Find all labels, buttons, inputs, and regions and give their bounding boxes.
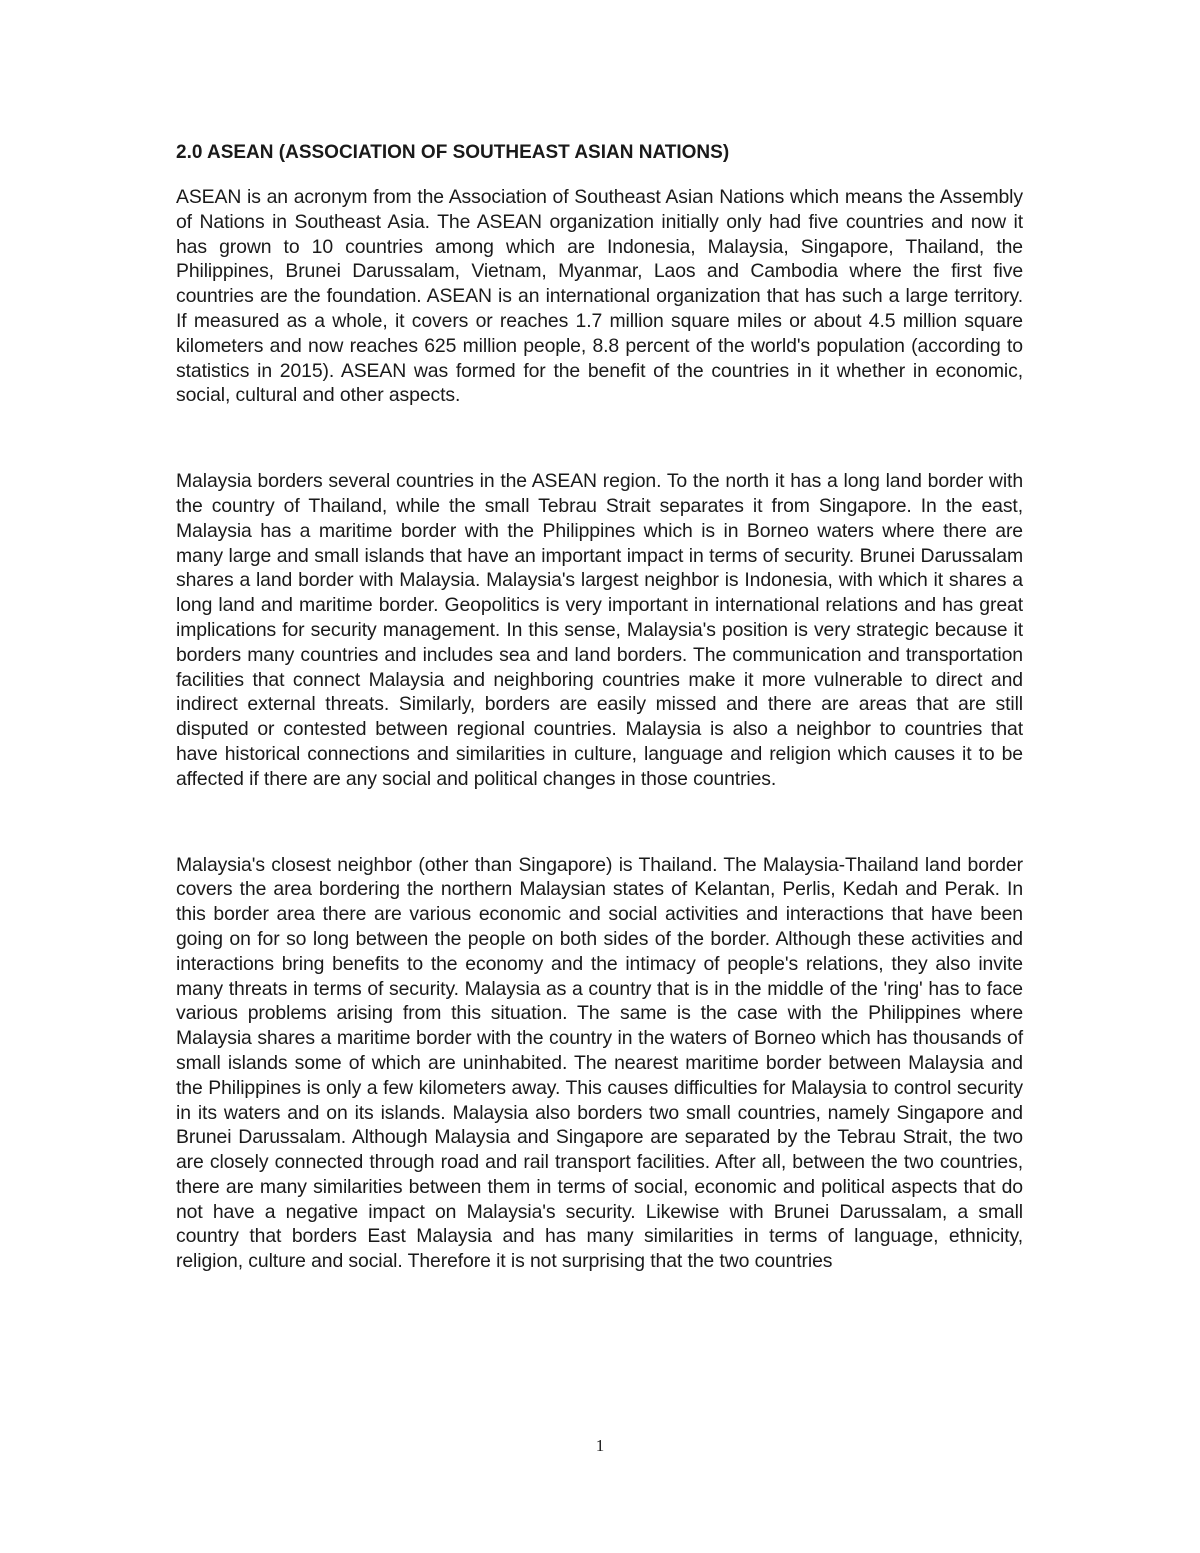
- paragraph-spacer: [176, 792, 1023, 853]
- paragraph-asean-overview: ASEAN is an acronym from the Association of Southeast Asian Nations which means the Assembly of Nations in Southeast Asia. The ASEAN organization initially only had five countries and now it has grown to 10 countries among which are Indonesia, Malaysia, Singapore, Thailand, the Philippines, Brunei Darussalam, Vietnam, Myanmar, Laos and Cambodia where the first five countries are the foundation. ASEAN is an international organization that has such a large territory. If measured as a whole, it covers or reaches 1.7 million square miles or about 4.5 million square kilometers and now reaches 625 million people, 8.8 percent of the world's population (according to statistics in 2015). ASEAN was formed for the benefit of the countries in it whether in economic, social, cultural and other aspects.: [176, 186, 1023, 407]
- paragraph-spacer: [176, 408, 1023, 469]
- paragraph-malaysia-neighbors: Malaysia's closest neighbor (other than Singapore) is Thailand. The Malaysia-Thailand land border covers the area bordering the northern Malaysian states of Kelantan, Perlis, Kedah and Perak. In this border area there are various economic and social activities and interactions that have been going on for so long between the people on both sides of the border. Although these activities and interactions bring benefits to the economy and the intimacy of people's relations, they also invite many threats in terms of security. Malaysia as a country that is in the middle of the 'ring' has to face various problems arising from this situation. The same is the case with the Philippines where Malaysia shares a maritime border with the country in the waters of Borneo which has thousands of small islands some of which are uninhabited. The nearest maritime border between Malaysia and the Philippines is only a few kilometers away. This causes difficulties for Malaysia to control security in its waters and on its islands. Malaysia also borders two small countries, namely Singapore and Brunei Darussalam. Although Malaysia and Singapore are separated by the Tebrau Strait, the two are closely connected through road and rail transport facilities. After all, between the two countries, there are many similarities between them in terms of social, economic and political aspects that do not have a negative impact on Malaysia's security. Likewise with Brunei Darussalam, a small country that borders East Malaysia and has many similarities in terms of language, ethnicity, religion, culture and social. Therefore it is not surprising that the two countries: [176, 853, 1023, 1273]
- paragraph-malaysia-borders: Malaysia borders several countries in the ASEAN region. To the north it has a long land border with the country of Thailand, while the small Tebrau Strait separates it from Singapore. In the east, Malaysia has a maritime border with the Philippines which is in Borneo waters where there are many large and small islands that have an important impact in terms of security. Brunei Darussalam shares a land border with Malaysia. Malaysia's largest neighbor is Indonesia, with which it shares a long land and maritime border. Geopolitics is very important in international relations and has great implications for security management. In this sense, Malaysia's position is very strategic because it borders many countries and includes sea and land borders. The communication and transportation facilities that connect Malaysia and neighboring countries make it more vulnerable to direct and indirect external threats. Similarly, borders are easily missed and there are areas that are still disputed or contested between regional countries. Malaysia is also a neighbor to countries that have historical connections and similarities in culture, language and religion which causes it to be affected if there are any social and political changes in those countries.: [176, 470, 1023, 790]
- page-number: 1: [595, 1436, 605, 1455]
- section-heading: 2.0 ASEAN (ASSOCIATION OF SOUTHEAST ASIAN NATIONS): [176, 142, 730, 163]
- page-body: [176, 141, 1023, 1274]
